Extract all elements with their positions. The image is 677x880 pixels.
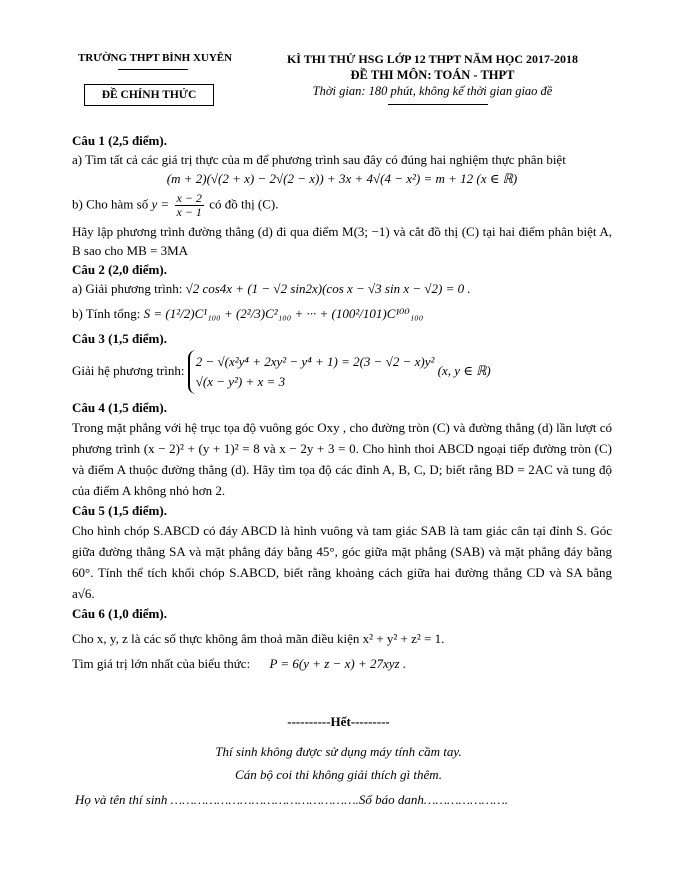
exam-title: KÌ THI THỬ HSG LỚP 12 THPT NĂM HỌC 2017-2018 xyxy=(286,52,579,66)
question-2-title: Câu 2 (2,0 điểm). xyxy=(72,262,167,277)
question-1a-equation: (m + 2)(√(2 + x) − 2√(2 − x)) + 3x + 4√(4 − x²) = m + 12 (x ∈ ℝ) xyxy=(166,171,518,186)
question-6-text-1: Cho x, y, z là các số thực không âm thoả mãn điều kiện x² + y² + z² = 1. xyxy=(72,631,445,646)
question-1a-text: a) Tìm tất cả các giá trị thực của m để phương trình sau đây có đúng hai nghiệm thực phân biệt xyxy=(72,152,566,167)
header-underline xyxy=(388,104,488,105)
question-6-text-2: Tìm giá trị lớn nhất của biểu thức: xyxy=(72,656,251,671)
note-calculator: Thí sinh không được sử dụng máy tính cầm tay. xyxy=(215,744,462,759)
question-2b-text: b) Tính tổng: xyxy=(72,306,141,321)
question-3-domain: (x, y ∈ ℝ) xyxy=(437,362,491,378)
question-1-title: Câu 1 (2,5 điểm). xyxy=(72,133,167,148)
question-5-title: Câu 5 (1,5 điểm). xyxy=(72,503,167,518)
question-2a-equation: √2 cos4x + (1 − √2 sin2x)(cos x − √3 sin x − √2) = 0 . xyxy=(185,281,471,296)
question-6-title: Câu 6 (1,0 điểm). xyxy=(72,606,167,621)
function-label: y = xyxy=(151,196,170,212)
function-fraction xyxy=(175,192,204,219)
question-3-text: Giải hệ phương trình: xyxy=(72,362,185,378)
system-equation-2: √(x − y²) + x = 3 xyxy=(195,374,286,389)
question-3-title: Câu 3 (1,5 điểm). xyxy=(72,331,167,346)
school-name: TRƯỜNG THPT BÌNH XUYÊN xyxy=(77,52,233,64)
question-2b-line xyxy=(72,304,612,323)
question-1b-line xyxy=(72,192,612,219)
question-3-line xyxy=(72,350,612,394)
equation-system xyxy=(188,350,435,394)
question-1b-text: Hãy lập phương trình đường thẳng (d) đi qua điểm M(3; −1) và cắt đồ thị (C) tại hai điểm phân biệt A, B sao cho MB = 3MA xyxy=(72,224,612,258)
question-5-text: Cho hình chóp S.ABCD có đáy ABCD là hình vuông và tam giác SAB là tam giác cân tại đỉnh S. Góc giữa đường thẳng SA và mặt phẳng đáy bằng 45°, góc giữa mặt phẳng (SAB) và mặt phẳng đáy bằng 60°. Tính thể tích khối chóp S.ABCD, biết rằng khoảng cách giữa hai đường thẳng CD và SA bằng a√6. xyxy=(72,523,612,601)
question-2a-text: a) Giải phương trình: xyxy=(72,281,183,296)
official-exam-badge: ĐỀ CHÍNH THỨC xyxy=(84,84,214,106)
function-denominator: x − 1 xyxy=(176,205,202,219)
question-4-title: Câu 4 (1,5 điểm). xyxy=(72,400,167,415)
question-6-expression: P = 6(y + z − x) + 27xyz . xyxy=(269,656,407,671)
question-2b-equation: S = (1²/2)C¹₁₀₀ + (2²/3)C²₁₀₀ + ··· + (100²/101)C¹⁰⁰₁₀₀ xyxy=(143,306,424,321)
school-underline xyxy=(118,69,188,70)
question-1b-prefix: b) Cho hàm số xyxy=(72,196,149,212)
exam-content xyxy=(72,131,612,673)
system-equation-1: 2 − √(x²y⁴ + 2xy² − y⁴ + 1) = 2(3 − √2 − x)y² xyxy=(195,354,435,369)
exam-time: Thời gian: 180 phút, không kể thời gian giao đề xyxy=(312,84,553,98)
function-numerator: x − 2 xyxy=(176,191,202,205)
question-6-line-2 xyxy=(72,654,612,673)
candidate-info-line: Họ và tên thí sinh ………………………………………….Số báo danh…………………. xyxy=(75,792,509,807)
question-1b-suffix: có đồ thị (C). xyxy=(209,196,279,212)
note-proctor: Cán bộ coi thi không giải thích gì thêm. xyxy=(235,767,442,782)
question-4-text: Trong mặt phẳng với hệ trục tọa độ vuông góc Oxy , cho đường tròn (C) và đường thẳng (d) lần lượt có phương trình (x − 2)² + (y + 1)² = 8 và x − 2y + 3 = 0. Cho hình thoi ABCD ngoại tiếp đường tròn (C) và điểm A thuộc đường thẳng (d). Hãy tìm tọa độ các đỉnh A, B, C, D; biết rằng BD = 2AC và tung độ của điểm A không nhỏ hơn 2. xyxy=(72,420,612,498)
exam-subject: ĐỀ THI MÔN: TOÁN - THPT xyxy=(350,68,515,82)
question-2a-line xyxy=(72,279,612,298)
end-marker: ----------Hết--------- xyxy=(287,714,390,729)
